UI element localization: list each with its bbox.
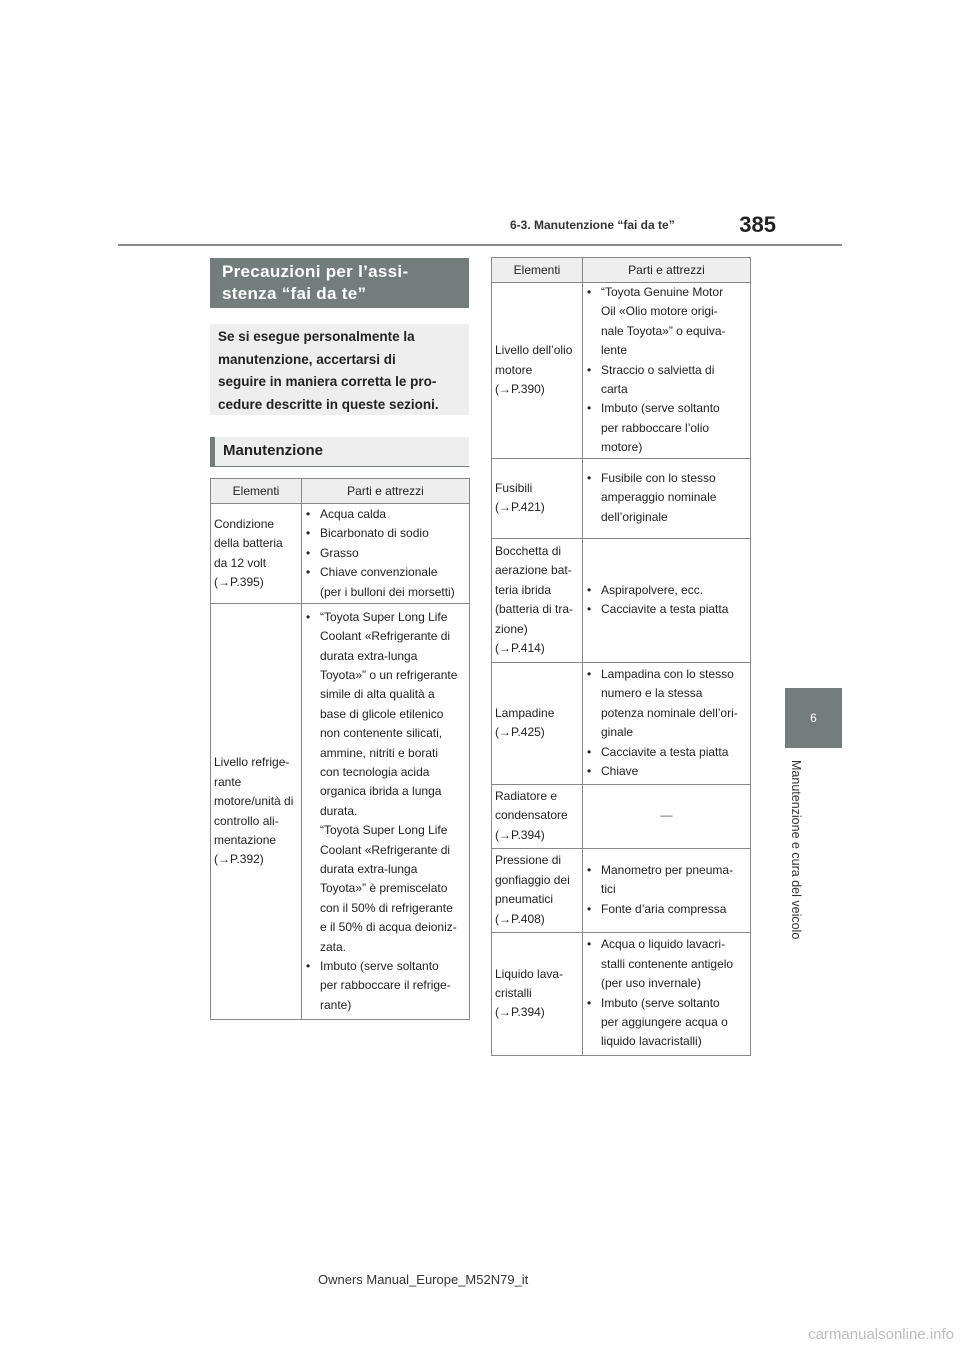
parts-bullet [586, 743, 747, 762]
not-applicable-dash: — [660, 808, 673, 823]
intro-note [210, 324, 469, 415]
element-text: zione) [495, 621, 528, 636]
element-cell [492, 784, 583, 848]
parts-text: Toyota»” è premiscelato [320, 881, 448, 896]
parts-text: “Toyota Super Long Life [320, 823, 448, 838]
parts-text: nale Toyota»” o equiva- [601, 323, 726, 338]
parts-text: lente [601, 343, 628, 358]
parts-text: • Manometro per pneuma- [601, 863, 734, 878]
parts-text: (per uso invernale) [601, 976, 702, 991]
parts-text: numero e la stessa [601, 686, 703, 701]
parts-text: non contenente silicati, [320, 726, 443, 741]
table-header-row [211, 479, 470, 504]
parts-bullet [586, 762, 747, 781]
element-text: teria ibrida [495, 582, 552, 597]
element-text: cristalli [495, 985, 532, 1000]
section-title: 6-3. Manutenzione “fai da te” [510, 218, 675, 232]
element-text: Lampadine [495, 705, 555, 720]
element-text: (→P.394) [495, 1005, 545, 1020]
parts-text: e il 50% di acqua deioniz- [320, 920, 457, 935]
table-row [492, 784, 751, 848]
parts-text: • “Toyota Super Long Life [320, 609, 448, 624]
element-text: gonfiaggio dei [495, 872, 570, 887]
element-text: Radiatore e [495, 789, 558, 804]
parts-text: • Acqua calda [320, 506, 387, 521]
parts-cell [583, 283, 751, 459]
parts-bullet [586, 469, 747, 527]
parts-text: motore) [601, 440, 643, 455]
element-text: pneumatici [495, 892, 554, 907]
parts-text: liquido lavacristalli) [601, 1034, 702, 1049]
element-text: (batteria di tra- [495, 602, 574, 617]
parts-text: simile di alta qualità a [320, 687, 435, 702]
parts-bullet [305, 524, 466, 543]
element-text: (→P.421) [495, 500, 545, 515]
parts-text: durata extra-lunga [320, 648, 418, 663]
parts-text: • Chiave convenzionale [320, 565, 438, 580]
parts-text: (per i bulloni dei morsetti) [320, 584, 455, 599]
element-text: motore/unità di [214, 794, 294, 809]
element-cell [492, 932, 583, 1055]
element-text: Livello refrige- [214, 755, 290, 770]
table-row [492, 932, 751, 1055]
parts-bullet [586, 935, 747, 993]
element-cell [211, 504, 302, 604]
intro-line: Se si esegue personalmente la [218, 329, 415, 344]
element-text: (→P.414) [495, 640, 545, 655]
parts-bullet [305, 505, 466, 524]
maintenance-table-right [491, 257, 751, 1056]
parts-text: durata extra-lunga [320, 862, 418, 877]
element-text: Pressione di [495, 853, 562, 868]
parts-text: • “Toyota Genuine Motor [601, 285, 724, 299]
parts-text: per rabboccare l’olio [601, 420, 710, 435]
manual-reference: Owners Manual_Europe_M52N79_it [318, 1272, 529, 1287]
element-text: (→P.395) [214, 574, 264, 589]
parts-bullet [586, 283, 747, 361]
table-row [492, 848, 751, 932]
table-row [211, 604, 470, 1020]
parts-text: • Acqua o liquido lavacri- [601, 937, 726, 952]
element-text: Livello dell’olio [495, 343, 573, 358]
parts-bullet [586, 361, 747, 400]
table-row [492, 458, 751, 538]
element-text: controllo ali- [214, 813, 279, 828]
parts-text: Oil «Olio motore origi- [601, 304, 718, 319]
element-text: rante [214, 774, 242, 789]
element-text: (→P.408) [495, 911, 545, 926]
parts-text: dell’originale [601, 509, 668, 524]
element-text: (→P.392) [214, 852, 264, 867]
parts-bullet [305, 957, 466, 1015]
parts-text: rante) [320, 997, 352, 1012]
parts-text: • Chiave [601, 763, 639, 778]
table-header-row [492, 258, 751, 283]
parts-bullet [586, 861, 747, 900]
parts-text: • Bicarbonato di sodio [320, 526, 429, 541]
precautions-title-line: stenza “fai da te” [222, 284, 367, 303]
element-text: Fusibili [495, 480, 533, 495]
parts-text: potenza nominale dell’ori- [601, 705, 738, 720]
element-text: Condizione [214, 516, 275, 531]
parts-text: per aggiungere acqua o [601, 1015, 728, 1030]
parts-cell [302, 504, 470, 604]
element-text: aerazione bat- [495, 563, 572, 578]
table-row [492, 538, 751, 662]
parts-text: ammine, nitriti e borati [320, 745, 439, 760]
parts-cell [583, 932, 751, 1055]
parts-bullet [586, 581, 747, 600]
intro-line: cedure descritte in queste sezioni. [218, 396, 439, 412]
element-cell [492, 458, 583, 538]
column-header-parts: Parti e attrezzi [302, 479, 470, 504]
element-text: (→P.394) [495, 827, 545, 842]
parts-cell [583, 538, 751, 662]
parts-text: Coolant «Refrigerante di [320, 842, 451, 857]
element-cell [492, 538, 583, 662]
table-row [492, 283, 751, 459]
precautions-title-line: Precauzioni per l’assi- [222, 262, 409, 281]
element-cell [492, 848, 583, 932]
maintenance-table-left [210, 478, 470, 1020]
parts-bullet [586, 665, 747, 743]
element-text: condensatore [495, 808, 568, 823]
chapter-tab[interactable]: 6 [785, 688, 842, 748]
parts-cell [583, 458, 751, 538]
parts-text: • Lampadina con lo stesso [601, 666, 734, 681]
parts-text: stalli contenente antigelo [601, 956, 734, 971]
element-text: (→P.425) [495, 725, 545, 740]
parts-cell [302, 604, 470, 1020]
parts-bullet [586, 900, 747, 919]
column-header-parts: Parti e attrezzi [583, 258, 751, 283]
parts-cell [583, 848, 751, 932]
right-table-body [492, 283, 751, 1056]
element-text: mentazione [214, 832, 277, 847]
element-text: della batteria [214, 536, 283, 551]
watermark: carmanualsonline.info [808, 1326, 954, 1343]
element-text: (→P.390) [495, 382, 545, 397]
element-text: motore [495, 362, 533, 377]
element-text: da 12 volt [214, 555, 267, 570]
parts-text: • Imbuto (serve soltanto [320, 959, 439, 974]
parts-bullet [305, 544, 466, 563]
intro-line: seguire in maniera corretta le pro- [218, 374, 437, 390]
parts-text: tici [601, 882, 616, 897]
parts-text: • Cacciavite a testa piatta [601, 602, 729, 617]
element-cell [211, 604, 302, 1020]
parts-text: • Straccio o salvietta di [601, 362, 715, 377]
table-row [492, 662, 751, 784]
intro-line: manutenzione, accertarsi di [218, 351, 396, 367]
parts-cell [583, 784, 751, 848]
header-divider [118, 244, 842, 246]
parts-text: • Fonte d’aria compressa [601, 901, 727, 916]
parts-text: • Fusibile con lo stesso [601, 471, 716, 486]
element-text: Bocchetta di [495, 543, 562, 558]
element-text: Liquido lava- [495, 966, 564, 981]
parts-text: base di glicole etilenico [320, 706, 444, 721]
parts-text: • Aspirapolvere, ecc. [601, 582, 704, 597]
left-table-body [211, 504, 470, 1020]
parts-text: organica ibrida a lunga [320, 784, 442, 799]
parts-text: con il 50% di refrigerante [320, 900, 453, 915]
column-header-elements: Elementi [211, 479, 302, 504]
parts-bullet [586, 600, 747, 619]
maintenance-heading: Manutenzione [210, 437, 469, 467]
element-cell [492, 283, 583, 459]
parts-text: con tecnologia acida [320, 764, 430, 779]
parts-bullet [586, 994, 747, 1052]
page-number: 385 [739, 212, 776, 237]
parts-text: zata. [320, 939, 347, 954]
precautions-title [210, 258, 469, 308]
column-header-elements: Elementi [492, 258, 583, 283]
parts-text: Toyota»” o un refrigerante [320, 667, 458, 682]
parts-text: amperaggio nominale [601, 490, 717, 505]
parts-bullet [305, 608, 466, 957]
parts-text: Coolant «Refrigerante di [320, 629, 451, 644]
parts-text: • Imbuto (serve soltanto [601, 401, 720, 416]
parts-text: durata. [320, 803, 358, 818]
chapter-title: Manutenzione e cura del veicolo [789, 760, 803, 940]
parts-bullet [305, 563, 466, 602]
parts-cell [583, 662, 751, 784]
parts-text: per rabboccare il refrige- [320, 978, 451, 993]
element-cell [492, 662, 583, 784]
parts-text: • Imbuto (serve soltanto [601, 995, 720, 1010]
parts-bullet [586, 399, 747, 457]
parts-text: ginale [601, 725, 634, 740]
table-row [211, 504, 470, 604]
parts-text: • Cacciavite a testa piatta [601, 744, 729, 759]
parts-text: carta [601, 382, 628, 397]
parts-text: • Grasso [320, 545, 359, 560]
